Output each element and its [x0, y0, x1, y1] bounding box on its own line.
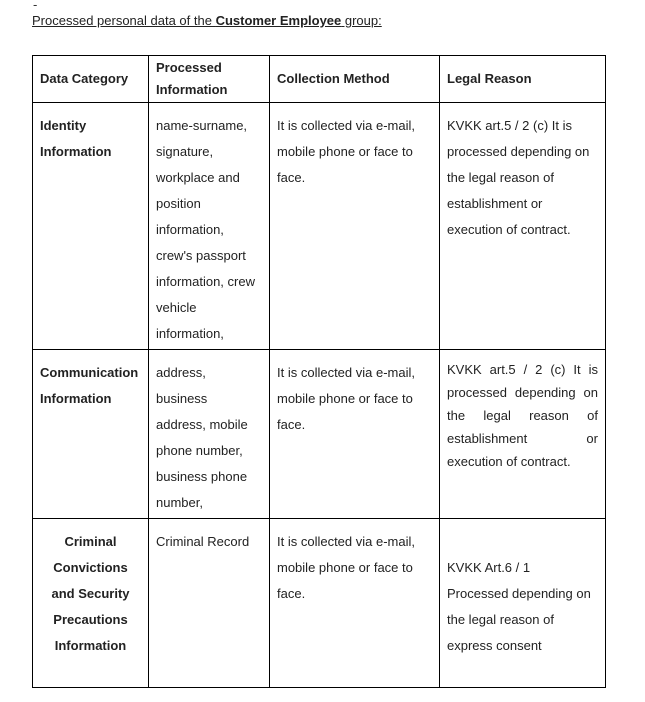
collection-cell — [270, 350, 440, 519]
category-line: Criminal — [64, 534, 117, 549]
processed-line: signature, — [156, 144, 214, 159]
legal-line: establishment or — [447, 196, 543, 211]
processed-line: name-surname, — [156, 118, 248, 133]
row-collection-method — [270, 519, 439, 607]
category-line: Convictions — [53, 560, 128, 575]
legal-line: the legal reason of — [447, 170, 554, 185]
header-legal-reason: Legal Reason — [447, 71, 532, 86]
row-legal-reason — [440, 103, 605, 243]
category-cell — [33, 350, 149, 519]
legal-line: execution of contract. — [447, 222, 571, 237]
processed-line: information, — [156, 222, 224, 237]
processed-line: Criminal Record — [156, 534, 250, 549]
header-data-category: Data Category — [40, 71, 129, 86]
processed-line: address, — [156, 365, 206, 380]
header-processed-information — [149, 57, 269, 101]
legal-cell — [440, 103, 606, 350]
table-row — [33, 519, 606, 688]
processed-line: vehicle — [156, 300, 197, 315]
section-heading — [32, 13, 382, 28]
processed-line: number, — [156, 495, 203, 510]
category-line: Information — [54, 638, 127, 653]
legal-line: Processed depending on — [447, 586, 591, 601]
row-processed-info — [149, 519, 269, 555]
processed-line: address, mobile — [156, 417, 248, 432]
legal-line: the legal reason of — [447, 612, 554, 627]
row-category — [33, 103, 148, 165]
heading-prefix: Processed personal data of the — [32, 13, 216, 28]
collection-line: face. — [277, 586, 306, 601]
processed-line: crew's passport — [156, 248, 246, 263]
row-category — [33, 350, 148, 412]
legal-line: processed depending on — [447, 144, 590, 159]
category-cell — [33, 519, 149, 688]
header-cell — [33, 56, 149, 103]
processed-line: business phone — [156, 469, 248, 484]
processed-cell — [149, 519, 270, 688]
row-category — [33, 519, 148, 659]
processed-line: phone number, — [156, 443, 243, 458]
header-cell — [270, 56, 440, 103]
category-line: and Security — [51, 586, 130, 601]
row-collection-method — [270, 350, 439, 438]
category-line: Communication — [40, 365, 139, 380]
category-line: Information — [40, 391, 112, 406]
collection-line: It is collected via e-mail, — [277, 118, 415, 133]
row-processed-info — [149, 350, 269, 516]
header-processed-line: Processed — [156, 60, 222, 75]
legal-cell — [440, 519, 606, 688]
header-cell — [440, 56, 606, 103]
processed-line: information, — [156, 326, 224, 341]
category-line: Information — [40, 144, 112, 159]
header-collection-method: Collection Method — [277, 71, 390, 86]
collection-line: face. — [277, 170, 306, 185]
processed-line: workplace and — [156, 170, 240, 185]
collection-line: mobile phone or face to — [277, 560, 413, 575]
collection-line: mobile phone or face to — [277, 144, 413, 159]
processed-line: business — [156, 391, 208, 406]
row-legal-reason — [440, 519, 605, 659]
legal-cell — [440, 350, 606, 519]
personal-data-table — [32, 55, 606, 688]
category-line: Precautions — [53, 612, 128, 627]
processed-line: position — [156, 196, 201, 211]
processed-cell — [149, 103, 270, 350]
collection-cell — [270, 103, 440, 350]
legal-line: express consent — [447, 638, 542, 653]
collection-line: It is collected via e-mail, — [277, 534, 415, 549]
heading-suffix: group: — [341, 13, 382, 28]
legal-spacer — [447, 529, 598, 555]
row-legal-reason: KVKK art.5 / 2 (c) It is processed depending on the legal reason of establishment or execution of contract. — [447, 362, 598, 469]
table-row — [33, 103, 606, 350]
header-cell — [149, 56, 270, 103]
legal-line: KVKK Art.6 / 1 — [447, 560, 531, 575]
collection-line: It is collected via e-mail, — [277, 365, 415, 380]
row-processed-info — [149, 103, 269, 347]
table-header-row — [33, 56, 606, 103]
processed-cell — [149, 350, 270, 519]
header-processed-line: Information — [156, 82, 228, 97]
processed-line: information, crew — [156, 274, 255, 289]
category-cell — [33, 103, 149, 350]
collection-cell — [270, 519, 440, 688]
legal-line: KVKK art.5 / 2 (c) It is — [447, 118, 572, 133]
collection-line: mobile phone or face to — [277, 391, 413, 406]
table-row — [33, 350, 606, 519]
row-collection-method — [270, 103, 439, 191]
heading-group: Customer Employee — [215, 13, 342, 28]
dash-marker: - — [33, 0, 38, 12]
category-line: Identity — [40, 118, 87, 133]
collection-line: face. — [277, 417, 306, 432]
